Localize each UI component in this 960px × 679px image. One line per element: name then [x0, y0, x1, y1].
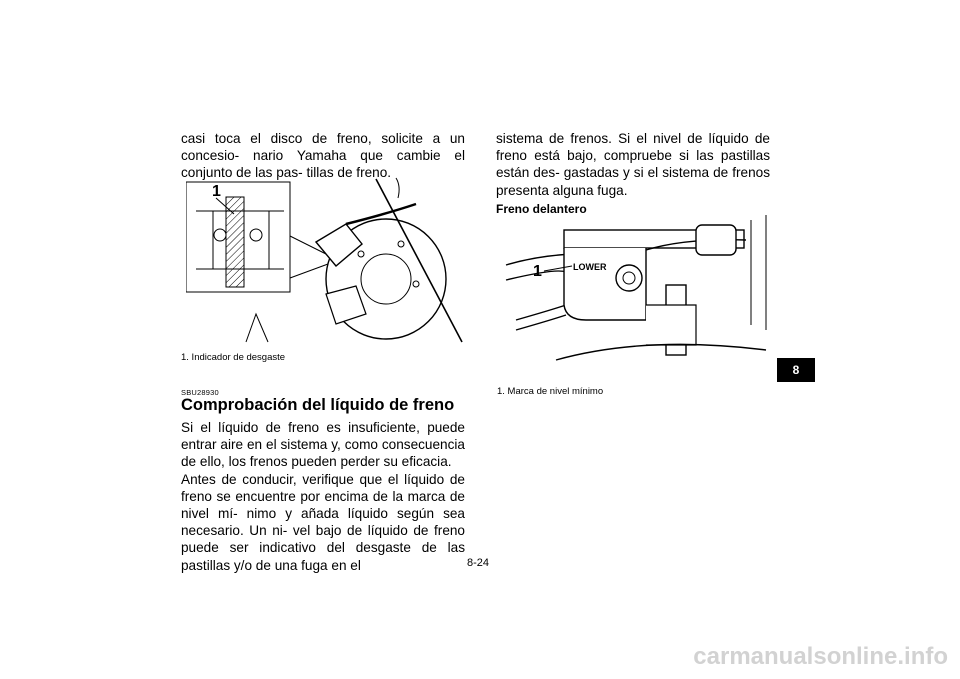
watermark: carmanualsonline.info	[693, 643, 948, 670]
figure2-number: 1	[533, 263, 542, 280]
figure2-caption: 1. Marca de nivel mínimo	[497, 386, 604, 397]
lower-mark-label: LOWER	[573, 262, 607, 272]
section-heading: Comprobación del líquido de freno	[181, 396, 455, 414]
left-paragraph-1: Si el líquido de freno es insuficiente, puede entrar aire en el sistema y, como consecuencia de ello, los frenos pueden perder su eficacia.	[181, 420, 465, 470]
chapter-tab: 8	[777, 358, 815, 382]
brake-pad-illustration	[186, 174, 468, 346]
right-column	[496, 130, 770, 218]
right-paragraph: sistema de frenos. Si el nivel de líquido de freno está bajo, compruebe si las pastillas están des- gastadas y si el sistema de frenos presenta alguna fuga.	[496, 131, 770, 198]
figure1-number: 1	[212, 183, 221, 200]
section-code: SBU28930	[181, 388, 219, 397]
left-body	[181, 419, 465, 574]
page-number: 8-24	[467, 557, 490, 569]
brake-reservoir-illustration	[496, 210, 776, 370]
figure1-caption: 1. Indicador de desgaste	[181, 352, 286, 363]
left-paragraph-2: Antes de conducir, verifique que el líquido de freno se encuentre por encima de la marca de nivel mí- nimo y añada líquido según sea necesario. Un ni- vel bajo de líquido de freno puede ser indicativo del desgaste de las pastillas y/o de una fuga en el	[181, 471, 465, 573]
front-brake-subheading: Freno delantero	[496, 201, 587, 216]
intro-paragraph: casi toca el disco de freno, solicite a un concesio- nario Yamaha que cambie el conjunto de las pas- tillas de freno.	[181, 131, 465, 181]
